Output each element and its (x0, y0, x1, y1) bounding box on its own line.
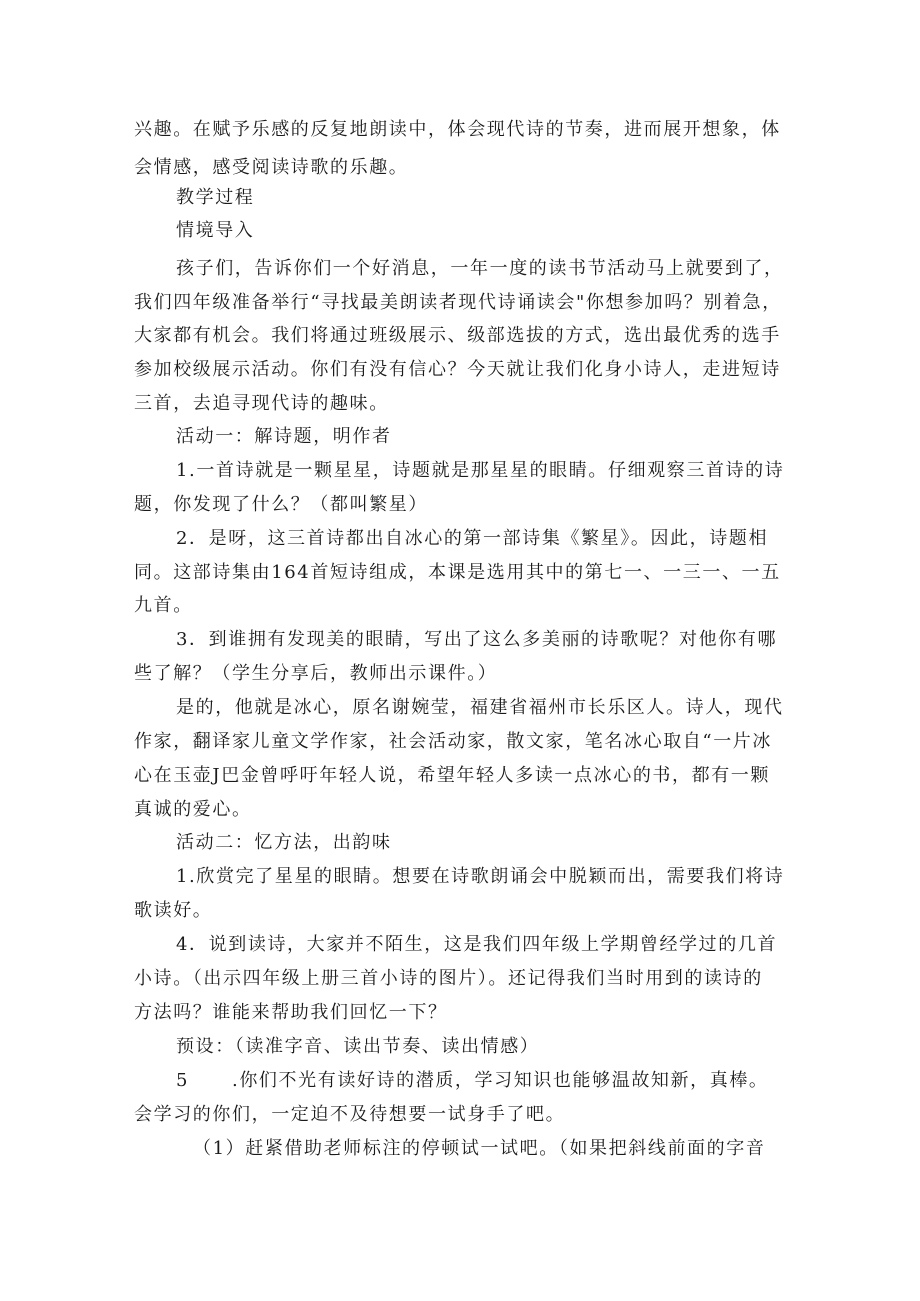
body-line: 会学习的你们，一定迫不及待想要一试身手了吧。 (134, 1104, 566, 1125)
body-line: 3．到谁拥有发现美的眼睛，写出了这么多美丽的诗歌呢？对他你有哪 (176, 629, 778, 650)
body-line: 真诚的爱心。 (134, 799, 252, 820)
body-line: 小诗。（出示四年级上册三首小诗的图片）。还记得我们当时用到的读诗的 (134, 968, 763, 989)
body-line: 心在玉壶J巴金曾呼吁年轻人说，希望年轻人多读一点冰心的书，都有一颗 (134, 765, 771, 786)
body-line: 兴趣。在赋予乐感的反复地朗读中，体会现代诗的节奏，进而展开想象，体 (134, 119, 781, 140)
body-line: 1.一首诗就是一颗星星，诗题就是那星星的眼睛。仔细观察三首诗的诗 (176, 460, 785, 481)
body-line: 九首。 (134, 595, 193, 616)
body-line: 1.欣赏完了星星的眼睛。想要在诗歌朗诵会中脱颖而出，需要我们将诗 (176, 866, 785, 887)
body-line: 同。这部诗集由164首短诗组成，本课是选用其中的第七一、一三一、一五 (134, 562, 781, 583)
body-line: 歌读好。 (134, 900, 213, 921)
body-line: 些了解？（学生分享后，教师出示课件。） (134, 663, 498, 684)
body-line: 2．是呀，这三首诗都出自冰心的第一部诗集《繁星》。因此，诗题相 (176, 528, 769, 549)
body-line: 题，你发现了什么？（都叫繁星） (134, 494, 428, 515)
section-heading: 情境导入 (176, 220, 255, 241)
body-line: 大家都有机会。我们将通过班级展示、级部选拔的方式，选出最优秀的选手 (134, 325, 781, 346)
body-line: （1）赶紧借助老师标注的停顿试一试吧。（如果把斜线前面的字音 (193, 1138, 766, 1159)
body-line: 我们四年级准备举行“寻找最美朗读者现代诗诵读会"你想参加吗？别着急， (134, 292, 782, 313)
body-line: 是的，他就是冰心，原名谢婉莹，福建省福州市长乐区人。诗人，现代 (176, 697, 784, 718)
section-heading: 活动二：忆方法，出韵味 (176, 832, 392, 853)
body-line: 4．说到读诗，大家并不陌生，这是我们四年级上学期曾经学过的几首 (176, 934, 778, 955)
list-number: 5 (176, 1070, 190, 1091)
body-line: 参加校级展示活动。你们有没有信心？今天就让我们化身小诗人，走进短诗 (134, 359, 781, 380)
body-line: 孩子们，告诉你们一个好消息，一年一度的读书节活动马上就要到了， (176, 258, 784, 279)
body-line: 会情感，感受阅读诗歌的乐趣。 (134, 157, 409, 178)
body-line: 预设：（读准字音、读出节奏、读出情感） (176, 1036, 540, 1057)
section-heading: 活动一：解诗题，明作者 (176, 426, 392, 447)
section-heading: 教学过程 (176, 187, 255, 208)
body-line: 三首，去追寻现代诗的趣味。 (134, 393, 389, 414)
body-line: 作家，翻译家儿童文学作家，社会活动家，散文家，笔名冰心取自“一片冰 (134, 731, 772, 752)
body-line: .你们不光有读好诗的潜质，学习知识也能够温故知新，真棒。 (232, 1070, 769, 1091)
body-line: 方法吗？谁能来帮助我们回忆一下？ (134, 1002, 448, 1023)
